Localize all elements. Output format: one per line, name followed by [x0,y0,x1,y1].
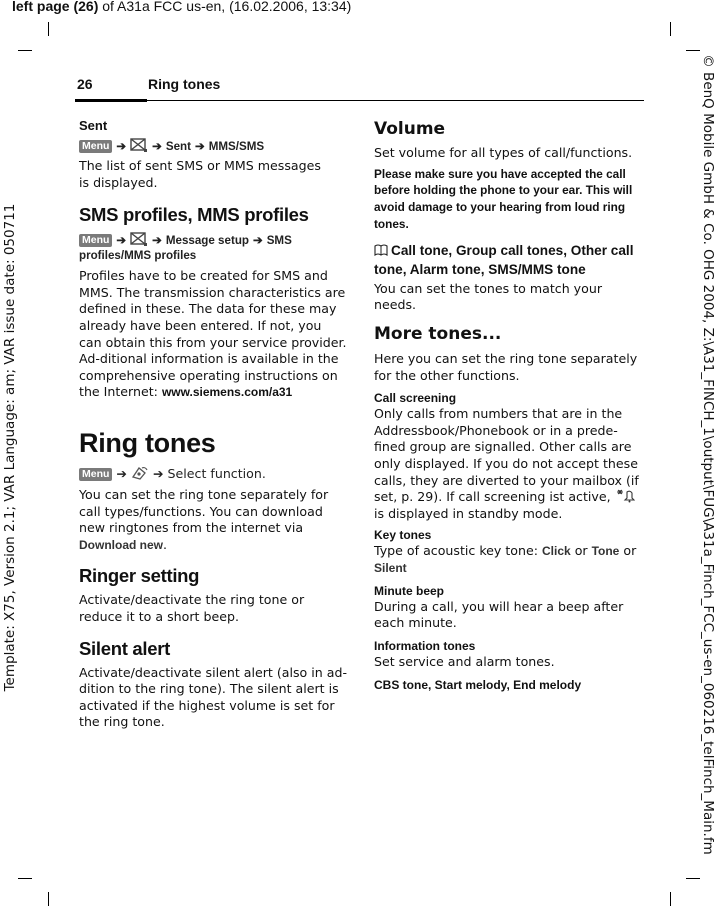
body-text: Type of acoustic key tone: [374,543,542,559]
website-link[interactable]: www.siemens.com/a31 [161,385,293,400]
section-body: Set volume for all types of call/functions. [374,145,633,160]
envelope-icon [130,137,148,153]
warning-note: Please make sure you have accepted the call before holding the phone to your ear. This will avoid damage to your hearing from loud ring tones. [374,166,633,231]
body-text: Only calls from numbers that are in the Addressbook/Phonebook or in a prede-fined group are signalled. Other calls are only displayed. If you do not accept these calls, they are diverted to your mailbox (if set, p. 29). If call screening ist active, [374,406,639,505]
crop-mark [48,892,49,906]
section-ringer-setting [79,565,347,625]
crop-mark [670,892,671,906]
nav-step: MMS/SMS [208,140,265,153]
call-screening-icon [615,489,635,503]
left-column [79,118,347,731]
header-rule [147,100,644,101]
item-title: CBS tone, Start melody, End melody [374,678,582,693]
section-title: Ringer setting [79,565,200,587]
body-text: or [619,543,637,559]
right-column [374,118,640,693]
arrow-right-icon: ➔ [116,465,127,481]
crop-mark [48,22,49,36]
section-silent-alert [79,638,347,731]
print-header-page: left page (26) [12,0,99,14]
nav-step: Message setup [165,234,249,248]
crop-mark [686,878,700,879]
item-title: Call screening [374,391,457,406]
print-header-info: of A31a FCC us-en, (16.02.2006, 13:34) [98,0,352,14]
arrow-right-icon: ➔ [252,234,263,248]
header-rule-thick [75,99,147,102]
option-click: Click [542,544,571,559]
section-title [374,241,640,279]
section-sms-profiles [79,204,347,401]
section-title: More tones... [374,323,502,344]
envelope-icon [130,231,148,247]
item-body [374,543,640,576]
chapter-title: Ring tones [79,427,216,458]
print-header [12,0,351,14]
nav-path [79,137,347,154]
section-call-tone [374,241,640,314]
section-call-screening [374,390,640,522]
section-body: The list of sent SMS or MMS messages is displayed. [79,158,321,190]
download-new-link[interactable]: Download new [79,537,163,552]
section-ring-tones [79,427,347,553]
item-title: Information tones [374,638,476,653]
right-margin-copyright [697,0,719,909]
arrow-right-icon: ➔ [116,234,127,248]
crop-mark [686,50,700,51]
arrow-right-icon: ➔ [116,140,127,153]
section-body: Activate/deactivate the ring tone or reduce it to a short beep. [79,592,305,624]
arrow-right-icon: ➔ [194,140,205,153]
section-title: SMS profiles, MMS profiles [79,204,309,226]
page-number: 26 [77,76,93,92]
item-body [374,406,640,522]
item-title: Minute beep [374,583,445,598]
copyright-text: © BenQ Mobile GmbH & Co. OHG 2004, Z:\A31_FINCH_1\output\FUG\A31a_Finch_FCC_us-en_060216_telFinch_Main.fm [700,54,716,855]
section-minute-beep [374,583,640,632]
arrow-right-icon: ➔ [152,234,162,248]
body-text: Profiles have to be created for SMS and MMS. The transmission characteristics are defined in these. The data for these may already have been entered. If not, you can obtain this from your service provider. Ad-ditional information is available in the comprehensive operating instructions on the Internet: [79,268,347,400]
section-title: Silent alert [79,637,170,659]
item-title: Key tones [374,528,432,543]
crop-mark [18,50,32,51]
option-silent: Silent [374,560,407,575]
nav-step: Select function. [167,465,266,481]
section-body: Here you can set the ring tone separately for the other functions. [374,350,638,383]
option-tone: Tone [591,544,620,559]
section-volume [374,118,640,233]
ring-tone-icon [131,465,149,481]
section-body: You can set the tones to match your needs. [374,280,602,313]
section-title: Volume [374,119,446,139]
section-body: Activate/deactivate silent alert (also in ad-dition to the ring tone). The silent alert is activated if the highest volume is set for the ring tone. [79,664,347,730]
arrow-right-icon: ➔ [152,465,164,481]
section-body [79,487,347,553]
body-text: is displayed in standby mode. [374,505,563,521]
body-text: or [570,543,592,559]
section-title-text: Call tone, Group call tones, Other call tone, Alarm tone, SMS/MMS tone [374,242,634,277]
section-body [79,268,347,401]
nav-step: SMS profiles/MMS profiles [79,234,292,263]
body-text: You can set the ring tone separately for call types/functions. You can download new ringtones from the internet via [79,486,329,536]
page-title: Ring tones [148,76,221,92]
arrow-right-icon: ➔ [152,140,162,153]
item-body: Set service and alarm tones. [374,653,555,669]
item-body: During a call, you will hear a beep after each minute. [374,598,624,631]
left-margin-template-info [0,0,20,909]
nav-step: Sent [165,140,191,153]
section-information-tones [374,638,640,671]
menu-key: Menu [79,234,112,247]
section-key-tones [374,527,640,576]
section-title: Sent [79,118,108,133]
crop-mark [670,22,671,36]
crop-mark [18,878,32,879]
section-cbs-tone [374,677,640,693]
nav-path [79,465,347,481]
section-sent [79,118,347,191]
template-info-text: Template: X75, Version 2.1; VAR Language: am; VAR issue date: 050711 [2,203,18,692]
section-more-tones [374,323,640,384]
nav-path [79,231,347,263]
menu-key: Menu [79,468,112,481]
menu-key: Menu [79,140,112,153]
body-text: . [163,536,168,552]
phonebook-icon [374,244,388,256]
